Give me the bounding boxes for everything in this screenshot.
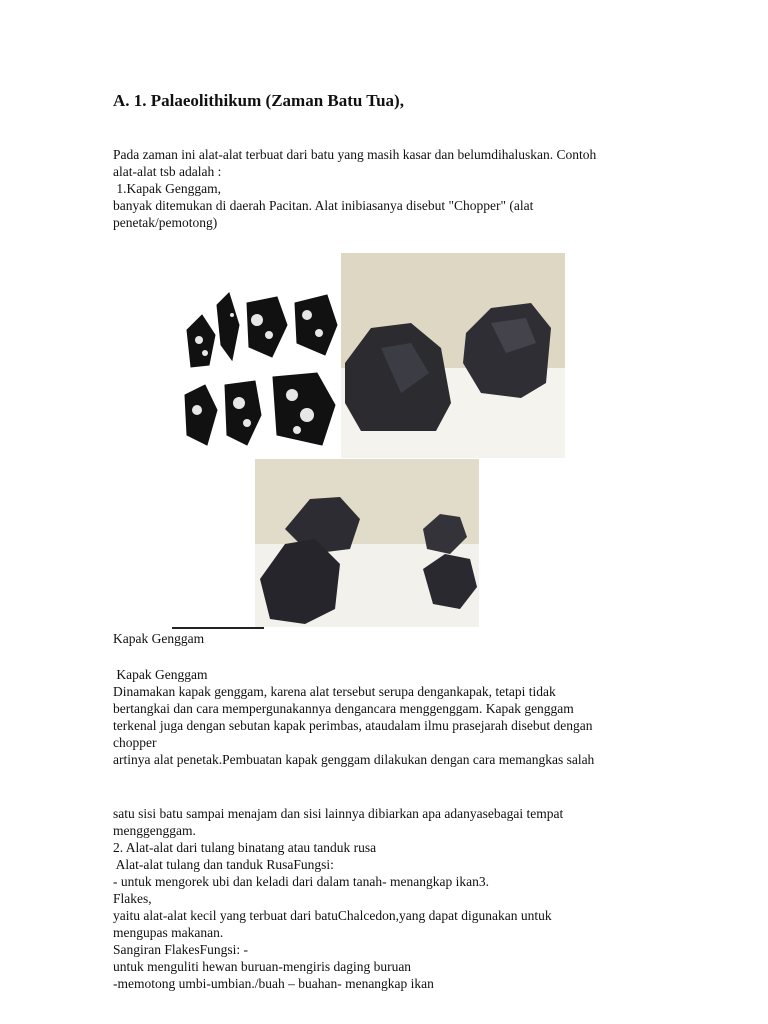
text-line: Pada zaman ini alat-alat terbuat dari batu yang masih kasar dan belumdihaluskan. Contoh: [113, 147, 597, 162]
stone-tools-photo-1: [341, 253, 565, 458]
text-line: Dinamakan kapak genggam, karena alat tersebut serupa dengankapak, tetapi tidak: [113, 684, 556, 699]
text-line: bertangkai dan cara mempergunakannya dengancara menggenggam. Kapak genggam: [113, 701, 574, 716]
caption-text: Kapak Genggam: [113, 631, 205, 646]
text-line: Alat-alat tulang dan tanduk RusaFungsi:: [113, 857, 334, 872]
text-line: yaitu alat-alat kecil yang terbuat dari batuChalcedon,yang dapat digunakan untuk: [113, 908, 552, 923]
text-line: satu sisi batu sampai menajam dan sisi lainnya dibiarkan apa adanyasebagai tempat: [113, 806, 564, 821]
text-line: alat-alat tsb adalah :: [113, 164, 222, 179]
text-line: terkenal juga dengan sebutan kapak perimbas, ataudalam ilmu prasejarah disebut dengan: [113, 718, 593, 733]
text-line: Kapak Genggam: [113, 667, 208, 682]
text-line: mengupas makanan.: [113, 925, 224, 940]
text-line: penetak/pemotong): [113, 215, 218, 230]
text-line: untuk menguliti hewan buruan-mengiris daging buruan: [113, 959, 412, 974]
caption-underline: [172, 627, 264, 629]
text-line: -memotong umbi-umbian./buah – buahan- menangkap ikan: [113, 976, 434, 991]
page-heading: A. 1. Palaeolithikum (Zaman Batu Tua),: [113, 91, 404, 110]
text-line: 1.Kapak Genggam,: [113, 181, 221, 196]
text-line: - untuk mengorek ubi dan keladi dari dalam tanah- menangkap ikan3.: [113, 874, 490, 889]
text-line: artinya alat penetak.Pembuatan kapak genggam dilakukan dengan cara memangkas salah: [113, 752, 595, 767]
text-line: chopper: [113, 735, 157, 750]
text-line: 2. Alat-alat dari tulang binatang atau tanduk rusa: [113, 840, 377, 855]
stone-tools-photo-2: [255, 459, 479, 627]
text-line: Sangiran FlakesFungsi: -: [113, 942, 248, 957]
text-line: menggenggam.: [113, 823, 196, 838]
text-line: banyak ditemukan di daerah Pacitan. Alat inibiasanya disebut "Chopper" (alat: [113, 198, 534, 213]
text-line: Flakes,: [113, 891, 152, 906]
image-caption: [113, 630, 673, 647]
intro-paragraph: [113, 146, 673, 231]
kapak-genggam-section: [113, 666, 673, 768]
stone-tools-sketch-image: [177, 285, 340, 457]
continued-section: [113, 805, 673, 992]
